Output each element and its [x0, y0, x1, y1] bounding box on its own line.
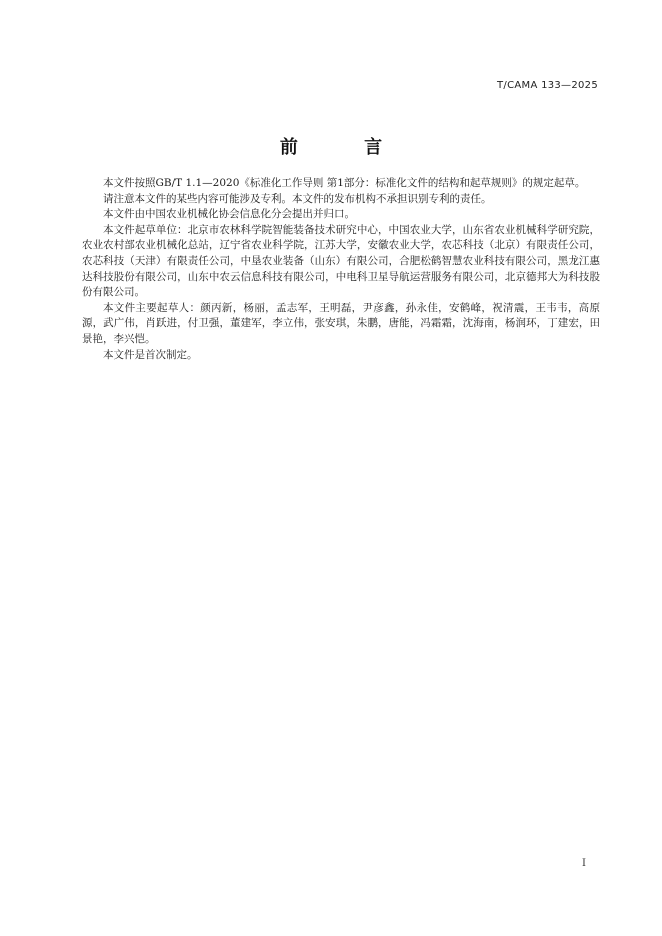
paragraph-patent-notice: 请注意本文件的某些内容可能涉及专利。本文件的发布机构不承担识别专利的责任。 — [103, 192, 492, 205]
paragraph-main-drafters: 本文件主要起草人：颜丙新，杨丽，孟志军，王明磊，尹彦鑫，孙永佳，安鹤峰，祝清震，王韦韦，高原源，武广伟，肖跃进，付卫强，董建军，李立伟，张安琪，朱鹏，唐能，冯霜霜，沈海南，杨润环，丁建宏，田景艳，李兴恺。 — [82, 301, 600, 345]
page-number: I — [582, 858, 586, 869]
paragraph-first-edition: 本文件是首次制定。 — [103, 348, 198, 361]
page-title: 前 言 — [279, 137, 413, 158]
paragraph-drafting-units: 本文件起草单位：北京市农林科学院智能装备技术研究中心，中国农业大学，山东省农业机械科学研究院，农业农村部农业机械化总站，辽宁省农业科学院，江苏大学，安徽农业大学，农芯科技（北京）有限责任公司，农芯科技（天津）有限责任公司，中垦农业装备（山东）有限公司，合肥松鹤智慧农业科技有限公司，黑龙江惠达科技股份有限公司，山东中农云信息科技有限公司，中电科卫星导航运营服务有限公司，北京德邦大为科技股份有限公司。 — [82, 223, 600, 299]
standard-code: T/CAMA 133—2025 — [497, 80, 598, 91]
paragraph-drafting-rules: 本文件按照GB/T 1.1—2020《标准化工作导则 第1部分：标准化文件的结构和起草规则》的规定起草。 — [103, 177, 586, 189]
paragraph-proposer: 本文件由中国农业机械化协会信息化分会提出并归口。 — [103, 208, 355, 221]
foreword-body — [82, 176, 600, 363]
